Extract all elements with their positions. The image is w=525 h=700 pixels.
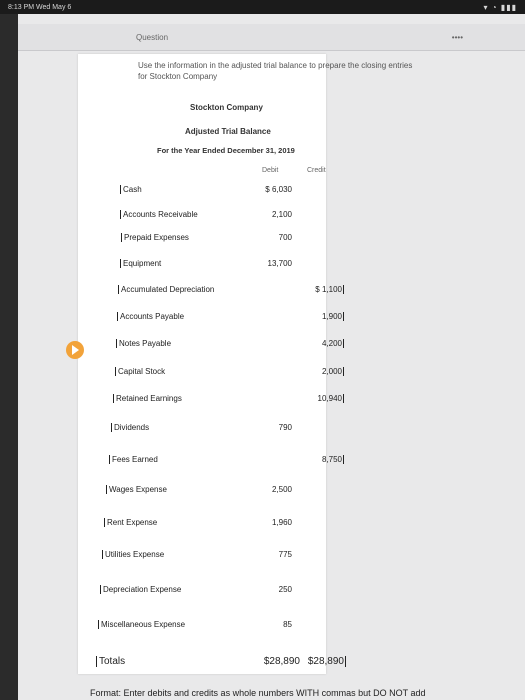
credit-header: Credit xyxy=(307,167,326,174)
table-row xyxy=(111,423,344,437)
account-name: Rent Expense xyxy=(104,518,157,527)
account-name: Miscellaneous Expense xyxy=(98,620,185,629)
report-title: Adjusted Trial Balance xyxy=(185,127,271,136)
account-name: Retained Earnings xyxy=(113,394,182,403)
account-debit: 2,500 xyxy=(271,485,292,494)
totals-debit: $28,890 xyxy=(263,656,300,667)
debit-header: Debit xyxy=(262,167,279,174)
status-time: 8:13 PM Wed May 6 xyxy=(8,3,72,11)
account-name: Equipment xyxy=(120,259,161,268)
table-row xyxy=(115,367,344,381)
account-credit: 10,940 xyxy=(292,394,344,403)
company-name: Stockton Company xyxy=(190,103,263,112)
format-instructions: Format: Enter debits and credits as whole numbers WITH commas but DO NOT add xyxy=(90,688,426,698)
account-name: Accumulated Depreciation xyxy=(118,285,214,294)
account-name: Accounts Receivable xyxy=(120,210,198,219)
account-debit: 775 xyxy=(278,550,292,559)
account-credit: 8,750 xyxy=(292,455,344,464)
account-name: Dividends xyxy=(111,423,149,432)
account-debit: 85 xyxy=(283,620,292,629)
table-row xyxy=(120,259,344,273)
totals-credit: $28,890 xyxy=(294,656,346,667)
account-name: Capital Stock xyxy=(115,367,165,376)
account-credit: $ 1,100 xyxy=(292,285,344,294)
table-row xyxy=(117,312,344,326)
table-row xyxy=(120,210,344,224)
table-row xyxy=(100,585,344,599)
account-name: Prepaid Expenses xyxy=(121,233,189,242)
table-row xyxy=(121,233,344,247)
instructions-text: Use the information in the adjusted trial balance to prepare the closing entries for Stockton Company xyxy=(138,61,413,81)
account-name: Wages Expense xyxy=(106,485,167,494)
status-icons: ▾ ◔ ▮▮▮ xyxy=(483,2,517,12)
account-debit: 790 xyxy=(278,423,292,432)
totals-row xyxy=(96,656,345,670)
table-row xyxy=(104,518,344,532)
account-debit: $ 6,030 xyxy=(265,185,292,194)
account-name: Fees Earned xyxy=(109,455,158,464)
table-row xyxy=(109,455,344,469)
question-label: Question xyxy=(136,33,169,42)
question-right: •••• xyxy=(451,33,463,42)
table-row xyxy=(116,339,344,353)
totals-label: Totals xyxy=(96,656,125,667)
account-name: Notes Payable xyxy=(116,339,171,348)
account-debit: 13,700 xyxy=(267,259,292,268)
table-row xyxy=(102,550,344,564)
account-name: Depreciation Expense xyxy=(100,585,181,594)
account-name: Accounts Payable xyxy=(117,312,184,321)
table-row xyxy=(98,620,344,634)
account-debit: 2,100 xyxy=(271,210,292,219)
account-credit: 1,900 xyxy=(292,312,344,321)
question-header xyxy=(18,24,525,51)
account-name: Utilities Expense xyxy=(102,550,164,559)
play-arrow-icon[interactable] xyxy=(66,341,84,359)
account-debit: 250 xyxy=(278,585,292,594)
account-credit: 4,200 xyxy=(292,339,344,348)
account-debit: 1,960 xyxy=(271,518,292,527)
status-bar xyxy=(0,0,525,14)
table-row xyxy=(106,485,344,499)
report-period: For the Year Ended December 31, 2019 xyxy=(157,146,295,155)
table-row xyxy=(118,285,344,299)
table-row xyxy=(120,185,344,199)
account-debit: 700 xyxy=(278,233,292,242)
account-credit: 2,000 xyxy=(292,367,344,376)
table-row xyxy=(113,394,344,408)
account-name: Cash xyxy=(120,185,142,194)
